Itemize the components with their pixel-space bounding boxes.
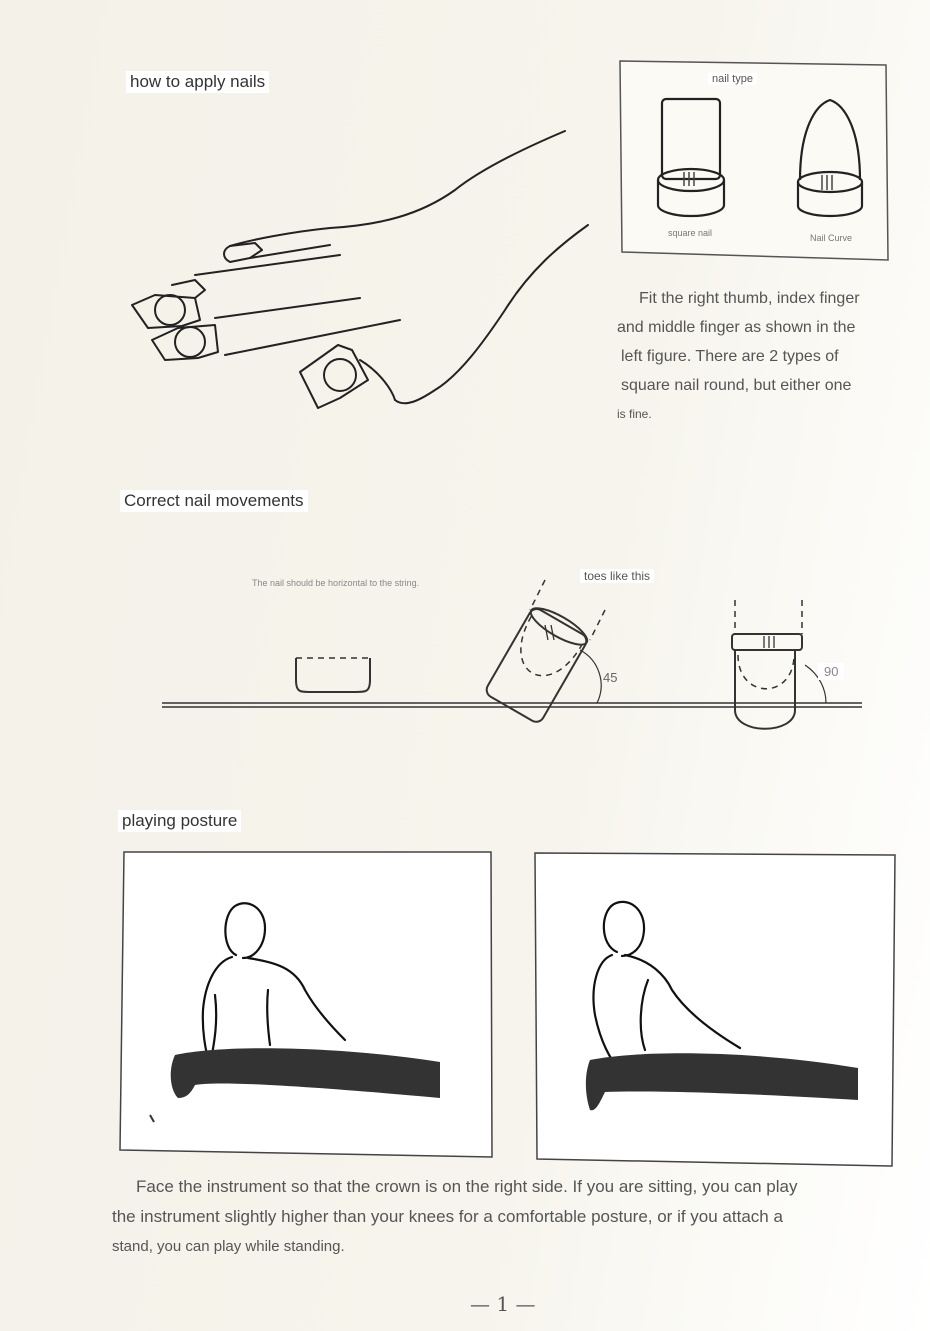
description-line: Fit the right thumb, index finger [639, 290, 860, 307]
description-line: square nail round, but either one [621, 377, 852, 394]
description-line: left figure. There are 2 types of [621, 348, 839, 365]
label-nail-curve: Nail Curve [810, 233, 853, 243]
label-square-nail: square nail [668, 228, 713, 238]
description-line: and middle finger as shown in the [617, 319, 856, 336]
section-title-nail-movements: Correct nail movements [120, 490, 308, 512]
description-line: stand, you can play while standing. [112, 1238, 345, 1255]
posture-description [112, 1172, 912, 1262]
section-title-playing-posture: playing posture [118, 810, 241, 832]
description-line: is fine. [617, 407, 652, 421]
caption-horizontal: The nail should be horizontal to the string. [252, 578, 420, 588]
angle-45-label: 45 [603, 670, 618, 685]
angle-90-label: 90 [818, 663, 844, 680]
description-line: the instrument slightly higher than your knees for a comfortable posture, or if you attach a [112, 1207, 783, 1226]
section-title-apply-nails: how to apply nails [126, 71, 269, 93]
description-line: Face the instrument so that the crown is on the right side. If you are sitting, you can play [136, 1177, 798, 1196]
page-number: — 1 — [470, 1292, 536, 1316]
nail-type-title: nail type [708, 73, 757, 85]
caption-toes: toes like this [580, 569, 654, 583]
